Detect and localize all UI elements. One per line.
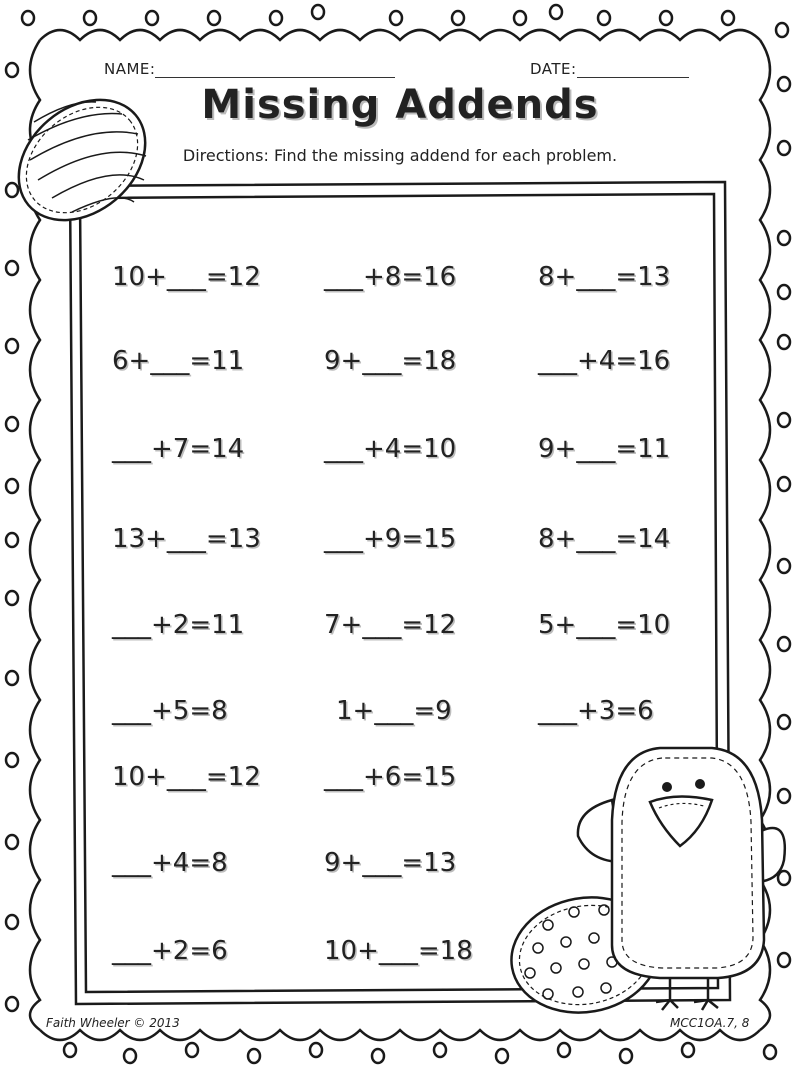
problem[interactable]: ___+4=16 bbox=[538, 346, 671, 376]
name-field[interactable] bbox=[104, 60, 395, 78]
problem[interactable]: ___+6=15 bbox=[324, 762, 457, 792]
problem[interactable]: 7+___=12 bbox=[324, 610, 457, 640]
problem[interactable]: ___+4=10 bbox=[324, 434, 457, 464]
problem[interactable]: ___+5=8 bbox=[112, 696, 228, 726]
problem[interactable]: 8+___=13 bbox=[538, 262, 671, 292]
problem[interactable]: 5+___=10 bbox=[538, 610, 671, 640]
problem[interactable]: ___+9=15 bbox=[324, 524, 457, 554]
problem[interactable]: 10+___=18 bbox=[324, 936, 473, 966]
problem[interactable]: 13+___=13 bbox=[112, 524, 261, 554]
problem[interactable]: ___+4=8 bbox=[112, 848, 228, 878]
problem[interactable]: 1+___=9 bbox=[336, 696, 452, 726]
problem[interactable]: 6+___=11 bbox=[112, 346, 245, 376]
problem[interactable]: 10+___=12 bbox=[112, 262, 261, 292]
date-field[interactable] bbox=[530, 60, 689, 78]
directions-text: Directions: Find the missing addend for each problem. bbox=[182, 146, 618, 165]
problem[interactable]: 9+___=13 bbox=[324, 848, 457, 878]
problem[interactable]: ___+3=6 bbox=[538, 696, 654, 726]
name-label: NAME: bbox=[104, 60, 156, 78]
date-line[interactable] bbox=[577, 77, 689, 78]
problem[interactable]: ___+2=11 bbox=[112, 610, 245, 640]
problem[interactable]: ___+2=6 bbox=[112, 936, 228, 966]
problem[interactable]: 8+___=14 bbox=[538, 524, 671, 554]
problem[interactable]: ___+8=16 bbox=[324, 262, 457, 292]
standard-code: MCC1OA.7, 8 bbox=[670, 1016, 750, 1030]
name-line[interactable] bbox=[155, 77, 395, 78]
problem[interactable]: 9+___=11 bbox=[538, 434, 671, 464]
problem[interactable]: 10+___=12 bbox=[112, 762, 261, 792]
page-title: Missing Addends bbox=[201, 82, 599, 128]
date-label: DATE: bbox=[530, 60, 577, 78]
copyright-credit: Faith Wheeler © 2013 bbox=[46, 1016, 180, 1030]
problem[interactable]: 9+___=18 bbox=[324, 346, 457, 376]
problem[interactable]: ___+7=14 bbox=[112, 434, 245, 464]
